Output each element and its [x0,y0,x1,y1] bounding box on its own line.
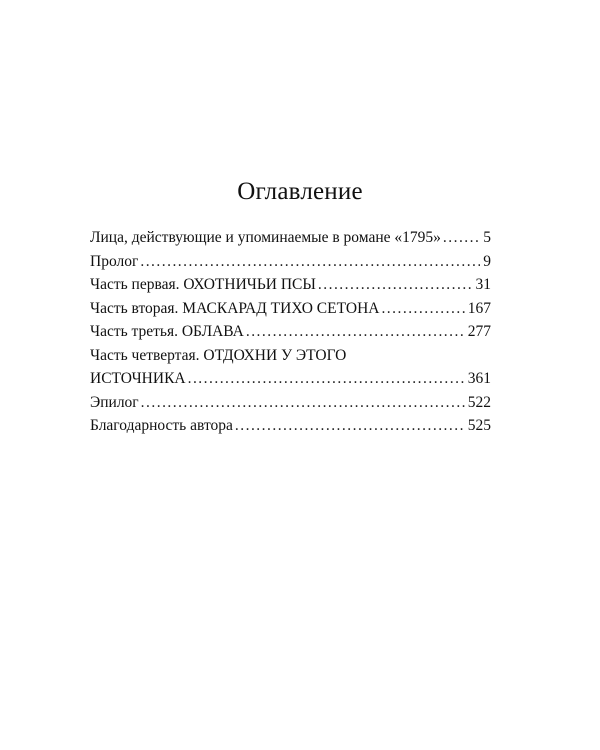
toc-entry-page: 361 [467,370,491,387]
toc-list [90,226,491,438]
toc-entry-page: 9 [483,252,491,270]
toc-entry-characters[interactable] [90,226,491,250]
toc-entry-title: Лица, действующие и упоминаемые в романе «1795» [90,229,441,246]
toc-entry-page: 5 [483,229,491,246]
toc-entry-part-three[interactable] [90,320,491,344]
dot-leader [318,273,473,297]
toc-entry-title: Часть вторая. МАСКАРАД ТИХО СЕТОНА [90,299,380,317]
toc-heading: Оглавление [237,178,363,205]
toc-entry-acknowledgements[interactable] [90,414,491,438]
toc-entry-title: Часть третья. ОБЛАВА [90,323,244,340]
toc-entry-title: Часть первая. ОХОТНИЧЬИ ПСЫ [90,276,316,293]
dot-leader [246,320,465,344]
toc-entry-title: Благодарность автора [90,417,233,434]
dot-leader [188,367,465,391]
dot-leader [235,414,465,438]
toc-entry-title-line2: ИСТОЧНИКА [90,370,186,387]
toc-entry-epilogue[interactable] [90,391,491,415]
dot-leader [443,226,480,250]
toc-entry-page: 167 [467,299,491,317]
toc-entry-title: Эпилог [90,393,139,411]
dot-leader [141,391,465,415]
toc-entry-page: 525 [467,417,491,434]
toc-entry-prologue[interactable] [90,250,491,274]
toc-entry-title-line1: Часть четвертая. ОТДОХНИ У ЭТОГО [90,346,347,364]
toc-entry-part-one[interactable] [90,273,491,297]
dot-leader [381,297,464,321]
toc-entry-page: 31 [475,276,491,293]
toc-entry-part-four[interactable] [90,344,491,391]
toc-entry-page: 277 [467,323,491,340]
toc-entry-page: 522 [467,393,491,411]
dot-leader [140,250,480,274]
toc-entry-title: Пролог [90,252,139,270]
toc-entry-part-two[interactable] [90,297,491,321]
